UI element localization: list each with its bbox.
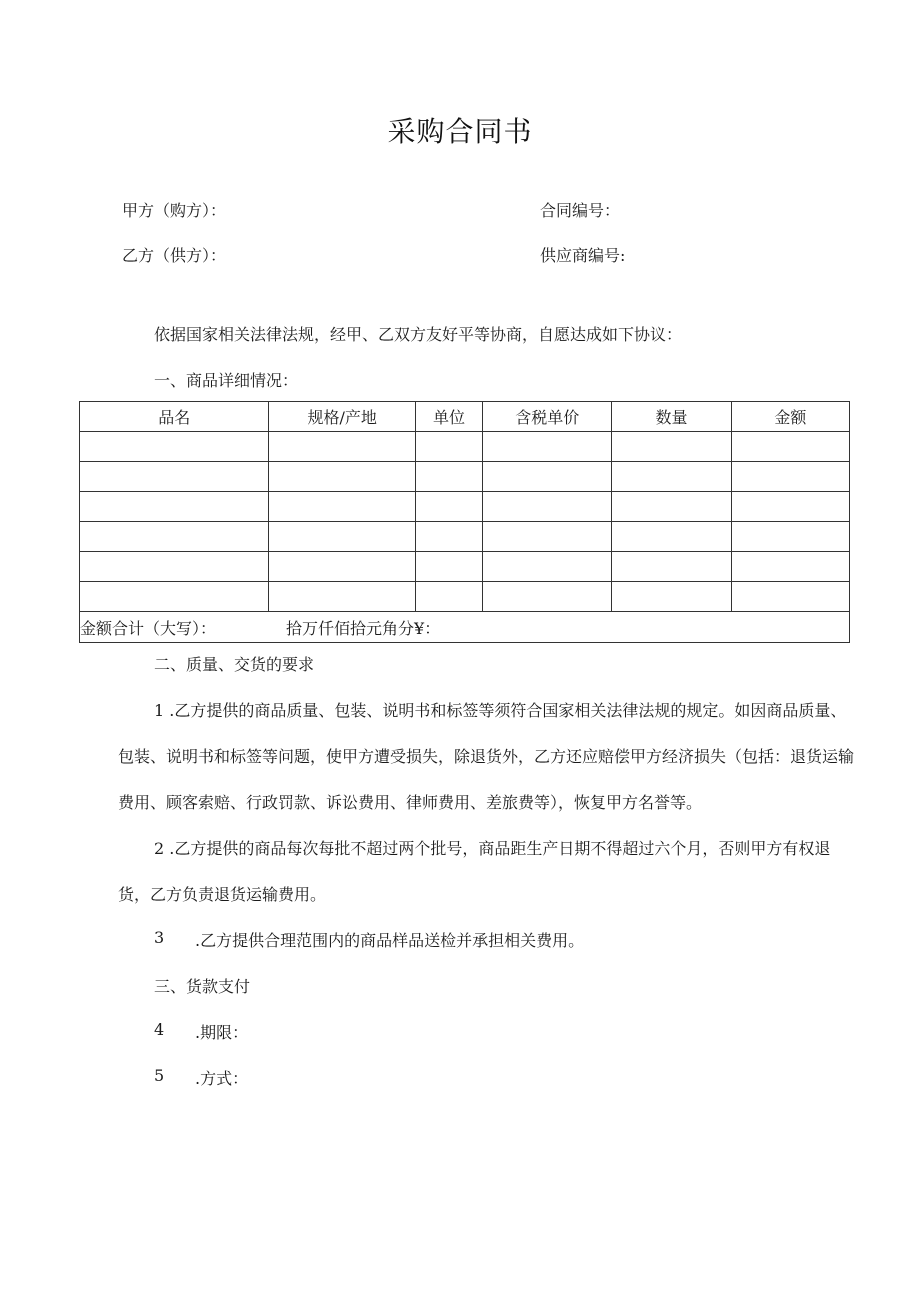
col-header-quantity: 数量 [612,402,731,432]
table-row [80,582,850,612]
col-header-amount: 金额 [731,402,849,432]
clause-4-number: 4 [154,1020,165,1039]
goods-table [79,401,850,643]
total-row [80,612,850,643]
clause-1: 1 .乙方提供的商品质量、包装、说明书和标签等须符合国家相关法律法规的规定。如因商品质量、包装、说明书和标签等问题，使甲方遭受损失，除退货外，乙方还应赔偿甲方经济损失（包括：退货运输费用、顾客索赔、行政罚款、诉讼费用、律师费用、差旅费等），恢复甲方名誉等。 [118,701,855,812]
total-label: 金额合计（大写）： [80,618,217,638]
clause-5: .方式： [195,1069,249,1088]
party-a-label: 甲方（购方）： [122,201,227,220]
table-row [80,492,850,522]
table-row [80,552,850,582]
col-header-unit: 单位 [415,402,482,432]
clause-2: 2 .乙方提供的商品每次每批不超过两个批号，商品距生产日期不得超过六个月，否则甲方有权退货，乙方负责退货运输费用。 [118,839,831,904]
table-row [80,462,850,492]
table-row [80,432,850,462]
preamble: 依据国家相关法律法规，经甲、乙双方友好平等协商，自愿达成如下协议： [154,325,683,344]
col-header-unit-price: 含税单价 [483,402,612,432]
section2-heading: 二、质量、交货的要求 [154,655,315,674]
total-units: 拾万仟佰拾元角分¥： [286,618,441,638]
col-header-spec: 规格/产地 [269,402,415,432]
clause-5-number: 5 [154,1066,165,1085]
table-row [80,522,850,552]
page-title: 采购合同书 [387,115,533,148]
col-header-name: 品名 [80,402,269,432]
party-b-label: 乙方（供方）： [122,246,227,265]
contract-no-label: 合同编号： [540,201,621,220]
supplier-no-label: 供应商编号: [540,246,626,265]
table-header-row [80,402,850,432]
clause-4: .期限： [195,1023,249,1042]
clause-3-number: 3 [154,928,165,947]
section1-heading: 一、商品详细情况： [154,371,299,390]
clause-3: .乙方提供合理范围内的商品样品送检并承担相关费用。 [195,931,585,950]
section3-heading: 三、货款支付 [154,977,251,996]
